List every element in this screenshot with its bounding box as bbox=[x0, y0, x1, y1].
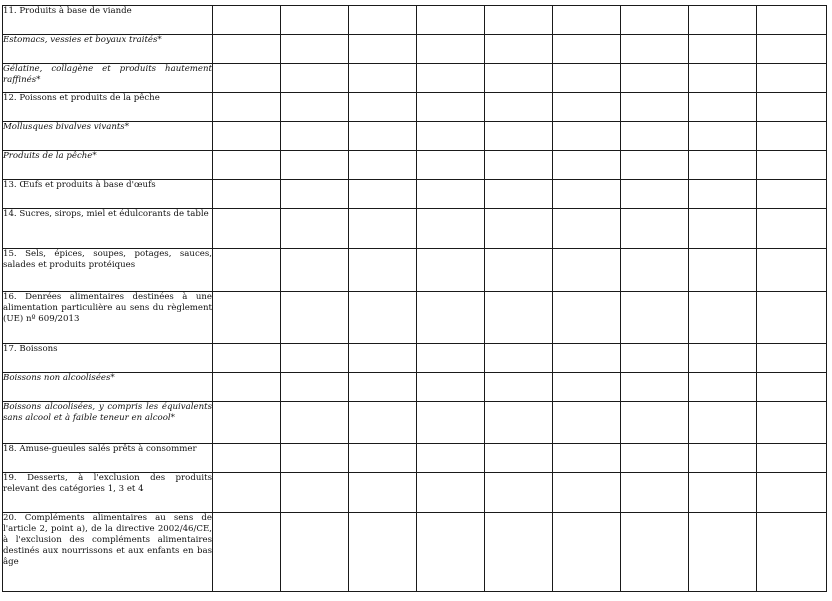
empty-cell bbox=[417, 180, 485, 209]
empty-cell bbox=[621, 292, 689, 344]
empty-cell bbox=[213, 344, 281, 373]
empty-cell bbox=[485, 209, 553, 249]
empty-cell bbox=[417, 402, 485, 444]
empty-cell bbox=[281, 444, 349, 473]
empty-cell bbox=[757, 122, 827, 151]
table-row bbox=[3, 402, 827, 444]
empty-cell bbox=[621, 122, 689, 151]
empty-cell bbox=[621, 180, 689, 209]
empty-cell bbox=[689, 249, 757, 292]
empty-cell bbox=[553, 444, 621, 473]
empty-cell bbox=[621, 249, 689, 292]
empty-cell bbox=[689, 209, 757, 249]
empty-cell bbox=[757, 402, 827, 444]
empty-cell bbox=[553, 292, 621, 344]
empty-cell bbox=[213, 513, 281, 592]
empty-cell bbox=[213, 180, 281, 209]
empty-cell bbox=[757, 373, 827, 402]
empty-cell bbox=[349, 444, 417, 473]
table-row bbox=[3, 122, 827, 151]
empty-cell bbox=[485, 344, 553, 373]
empty-cell bbox=[213, 402, 281, 444]
table-row bbox=[3, 6, 827, 35]
empty-cell bbox=[281, 64, 349, 93]
category-label: 18. Amuse-gueules salés prêts à consommer bbox=[3, 444, 213, 473]
empty-cell bbox=[757, 93, 827, 122]
empty-cell bbox=[417, 513, 485, 592]
empty-cell bbox=[281, 513, 349, 592]
category-label: Boissons alcoolisées, y compris les équivalents sans alcool et à faible teneur en alcool* bbox=[3, 402, 213, 444]
empty-cell bbox=[349, 292, 417, 344]
empty-cell bbox=[621, 444, 689, 473]
empty-cell bbox=[553, 402, 621, 444]
empty-cell bbox=[349, 249, 417, 292]
empty-cell bbox=[689, 513, 757, 592]
empty-cell bbox=[689, 444, 757, 473]
empty-cell bbox=[689, 344, 757, 373]
empty-cell bbox=[417, 151, 485, 180]
empty-cell bbox=[281, 6, 349, 35]
empty-cell bbox=[553, 151, 621, 180]
category-label: Produits de la pêche* bbox=[3, 151, 213, 180]
empty-cell bbox=[757, 180, 827, 209]
empty-cell bbox=[553, 513, 621, 592]
table-row bbox=[3, 93, 827, 122]
empty-cell bbox=[349, 513, 417, 592]
category-label: Gélatine, collagène et produits hautement raffinés* bbox=[3, 64, 213, 93]
category-label: 20. Compléments alimentaires au sens de l'article 2, point a), de la directive 2002/46/CE, à l'exclusion des compléments alimentaires destinés aux nourrissons et aux enfants en bas âge bbox=[3, 513, 213, 592]
table-row bbox=[3, 473, 827, 513]
empty-cell bbox=[485, 373, 553, 402]
category-label: 15. Sels, épices, soupes, potages, sauces, salades et produits protéiques bbox=[3, 249, 213, 292]
empty-cell bbox=[553, 122, 621, 151]
category-label: Estomacs, vessies et boyaux traités* bbox=[3, 35, 213, 64]
empty-cell bbox=[689, 151, 757, 180]
category-label: 16. Denrées alimentaires destinées à une alimentation particulière au sens du règlement (UE) nº 609/2013 bbox=[3, 292, 213, 344]
empty-cell bbox=[213, 35, 281, 64]
empty-cell bbox=[485, 151, 553, 180]
empty-cell bbox=[213, 64, 281, 93]
empty-cell bbox=[689, 292, 757, 344]
empty-cell bbox=[349, 93, 417, 122]
empty-cell bbox=[485, 6, 553, 35]
empty-cell bbox=[621, 93, 689, 122]
table-row bbox=[3, 292, 827, 344]
table-row bbox=[3, 513, 827, 592]
empty-cell bbox=[689, 93, 757, 122]
empty-cell bbox=[213, 93, 281, 122]
empty-cell bbox=[417, 344, 485, 373]
empty-cell bbox=[689, 180, 757, 209]
empty-cell bbox=[757, 292, 827, 344]
empty-cell bbox=[349, 473, 417, 513]
empty-cell bbox=[621, 402, 689, 444]
empty-cell bbox=[349, 151, 417, 180]
empty-cell bbox=[757, 513, 827, 592]
empty-cell bbox=[485, 513, 553, 592]
empty-cell bbox=[553, 373, 621, 402]
empty-cell bbox=[485, 64, 553, 93]
empty-cell bbox=[281, 35, 349, 64]
empty-cell bbox=[349, 373, 417, 402]
empty-cell bbox=[757, 64, 827, 93]
category-label: 13. Œufs et produits à base d'œufs bbox=[3, 180, 213, 209]
empty-cell bbox=[485, 93, 553, 122]
category-label: Mollusques bivalves vivants* bbox=[3, 122, 213, 151]
empty-cell bbox=[281, 122, 349, 151]
empty-cell bbox=[349, 122, 417, 151]
empty-cell bbox=[553, 180, 621, 209]
empty-cell bbox=[757, 444, 827, 473]
empty-cell bbox=[281, 344, 349, 373]
empty-cell bbox=[281, 473, 349, 513]
empty-cell bbox=[281, 180, 349, 209]
empty-cell bbox=[417, 292, 485, 344]
category-label: 17. Boissons bbox=[3, 344, 213, 373]
empty-cell bbox=[689, 402, 757, 444]
empty-cell bbox=[689, 373, 757, 402]
empty-cell bbox=[213, 122, 281, 151]
empty-cell bbox=[281, 402, 349, 444]
empty-cell bbox=[621, 513, 689, 592]
table-body bbox=[3, 6, 827, 592]
empty-cell bbox=[213, 473, 281, 513]
empty-cell bbox=[689, 6, 757, 35]
empty-cell bbox=[417, 444, 485, 473]
empty-cell bbox=[553, 473, 621, 513]
empty-cell bbox=[213, 444, 281, 473]
empty-cell bbox=[553, 344, 621, 373]
empty-cell bbox=[485, 180, 553, 209]
empty-cell bbox=[621, 473, 689, 513]
category-label: Boissons non alcoolisées* bbox=[3, 373, 213, 402]
empty-cell bbox=[757, 6, 827, 35]
empty-cell bbox=[621, 6, 689, 35]
empty-cell bbox=[485, 35, 553, 64]
category-label: 11. Produits à base de viande bbox=[3, 6, 213, 35]
category-label: 12. Poissons et produits de la pêche bbox=[3, 93, 213, 122]
empty-cell bbox=[757, 473, 827, 513]
empty-cell bbox=[417, 473, 485, 513]
empty-cell bbox=[349, 209, 417, 249]
empty-cell bbox=[349, 402, 417, 444]
empty-cell bbox=[757, 35, 827, 64]
empty-cell bbox=[417, 64, 485, 93]
empty-cell bbox=[281, 373, 349, 402]
empty-cell bbox=[349, 64, 417, 93]
empty-cell bbox=[621, 151, 689, 180]
category-label: 14. Sucres, sirops, miel et édulcorants de table bbox=[3, 209, 213, 249]
empty-cell bbox=[213, 373, 281, 402]
table-row bbox=[3, 180, 827, 209]
empty-cell bbox=[281, 292, 349, 344]
empty-cell bbox=[281, 151, 349, 180]
empty-cell bbox=[213, 151, 281, 180]
empty-cell bbox=[485, 249, 553, 292]
empty-cell bbox=[213, 6, 281, 35]
empty-cell bbox=[281, 93, 349, 122]
empty-cell bbox=[349, 35, 417, 64]
empty-cell bbox=[757, 209, 827, 249]
empty-cell bbox=[757, 249, 827, 292]
empty-cell bbox=[757, 151, 827, 180]
empty-cell bbox=[485, 292, 553, 344]
table-row bbox=[3, 151, 827, 180]
empty-cell bbox=[485, 473, 553, 513]
table-row bbox=[3, 64, 827, 93]
table-row bbox=[3, 373, 827, 402]
table-row bbox=[3, 209, 827, 249]
empty-cell bbox=[689, 473, 757, 513]
empty-cell bbox=[485, 402, 553, 444]
empty-cell bbox=[485, 122, 553, 151]
empty-cell bbox=[553, 35, 621, 64]
empty-cell bbox=[417, 93, 485, 122]
category-label: 19. Desserts, à l'exclusion des produits relevant des catégories 1, 3 et 4 bbox=[3, 473, 213, 513]
empty-cell bbox=[417, 373, 485, 402]
empty-cell bbox=[281, 209, 349, 249]
empty-cell bbox=[553, 6, 621, 35]
empty-cell bbox=[621, 64, 689, 93]
empty-cell bbox=[349, 180, 417, 209]
table-row bbox=[3, 249, 827, 292]
empty-cell bbox=[417, 249, 485, 292]
empty-cell bbox=[417, 209, 485, 249]
empty-cell bbox=[213, 209, 281, 249]
empty-cell bbox=[553, 64, 621, 93]
table-row bbox=[3, 344, 827, 373]
empty-cell bbox=[689, 64, 757, 93]
empty-cell bbox=[757, 344, 827, 373]
empty-cell bbox=[553, 93, 621, 122]
empty-cell bbox=[417, 122, 485, 151]
empty-cell bbox=[349, 6, 417, 35]
empty-cell bbox=[621, 373, 689, 402]
table-row bbox=[3, 35, 827, 64]
empty-cell bbox=[621, 344, 689, 373]
empty-cell bbox=[553, 249, 621, 292]
table-row bbox=[3, 444, 827, 473]
empty-cell bbox=[417, 35, 485, 64]
empty-cell bbox=[349, 344, 417, 373]
empty-cell bbox=[689, 35, 757, 64]
empty-cell bbox=[553, 209, 621, 249]
empty-cell bbox=[621, 35, 689, 64]
empty-cell bbox=[689, 122, 757, 151]
empty-cell bbox=[281, 249, 349, 292]
empty-cell bbox=[213, 292, 281, 344]
empty-cell bbox=[213, 249, 281, 292]
empty-cell bbox=[417, 6, 485, 35]
empty-cell bbox=[485, 444, 553, 473]
empty-cell bbox=[621, 209, 689, 249]
food-category-table bbox=[2, 5, 827, 592]
